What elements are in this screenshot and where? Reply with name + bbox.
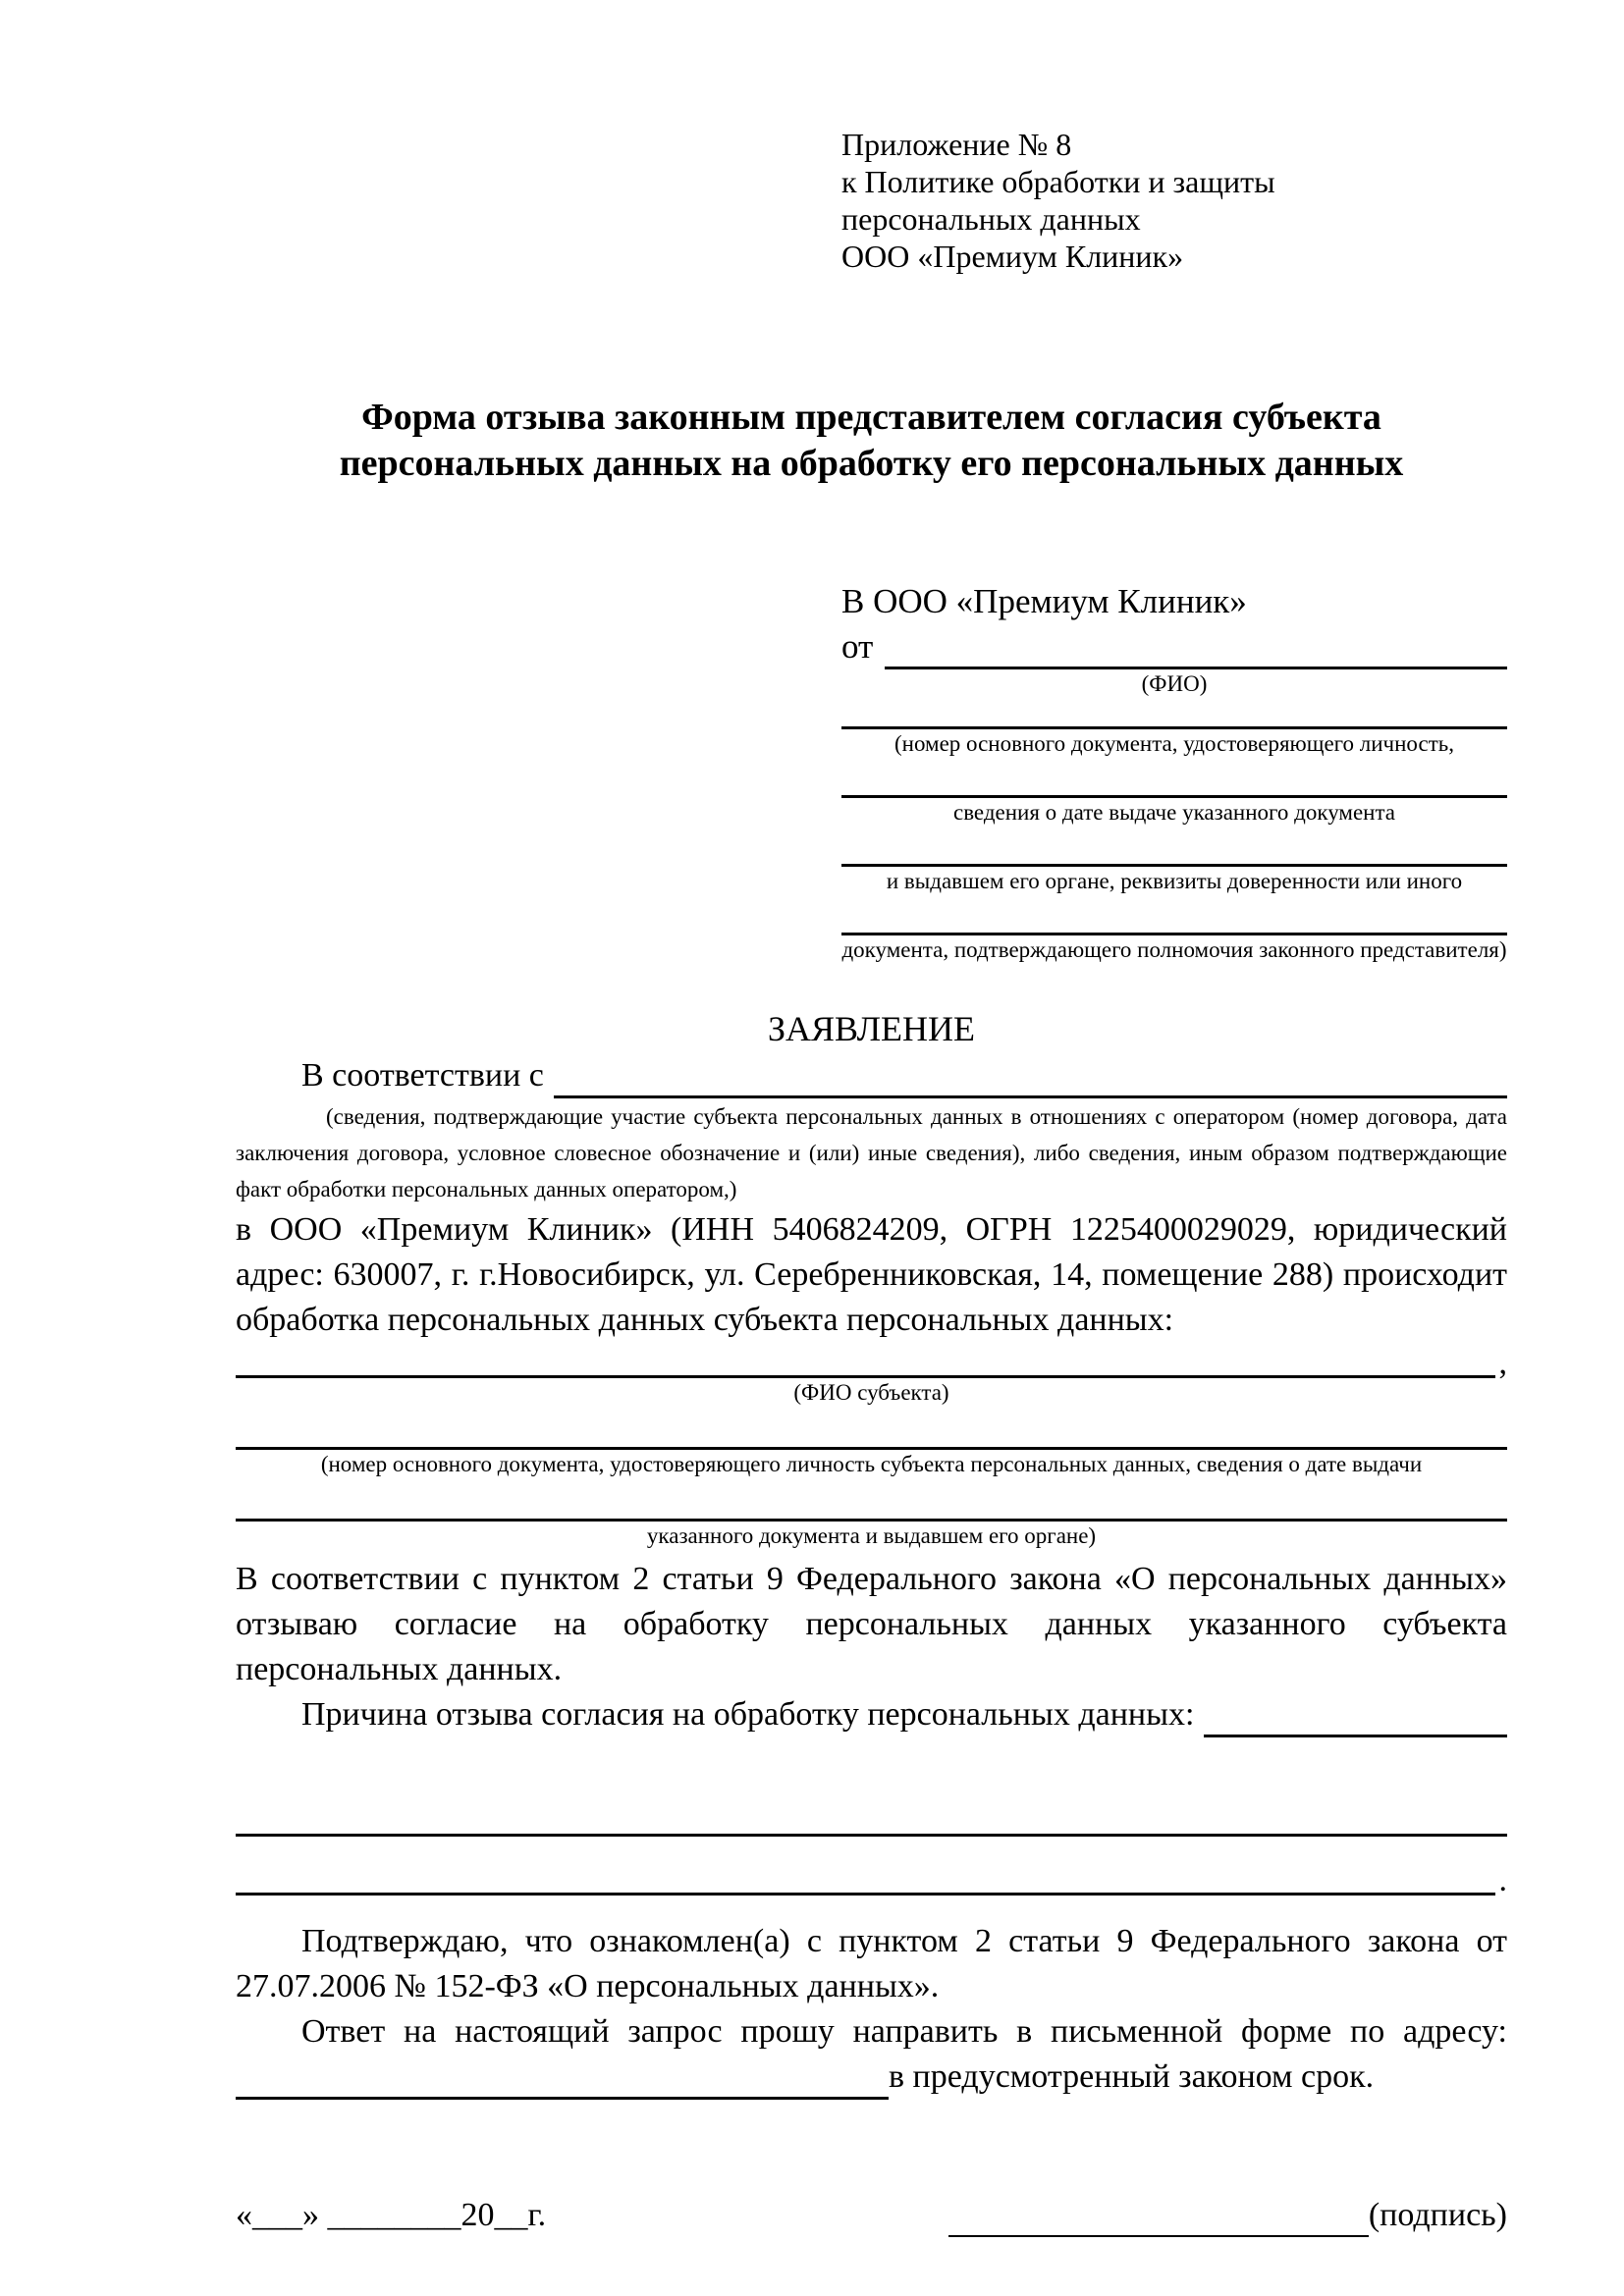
accordance-caption: (сведения, подтверждающие участие субъекта персональных данных в отношениях с оператором (номер договора, дата заключения договора, условное словесное обозначение и (или) иные сведения), либо сведения, иным образом подтверждающие факт обработки персональных данных оператором,) (236, 1104, 1507, 1201)
addressee-caption-3: и выдавшем его органе, реквизиты доверенности или иного (886, 869, 1463, 893)
appendix-line-2: к Политике обработки и защиты (841, 164, 1275, 199)
subject-doc-line-1 (236, 1421, 1507, 1450)
addressee-caption-4: документа, подтверждающего полномочия законного представителя) (841, 937, 1507, 962)
document-title-line-1: Форма отзыва законным представителем согласия субъекта (361, 397, 1381, 438)
appendix-block (841, 126, 1507, 275)
signature-line (948, 2206, 1369, 2237)
reason-extra-line-1 (236, 1808, 1507, 1837)
accordance-row (236, 1053, 1507, 1098)
accordance-prefix: В соответствии с (301, 1057, 544, 1094)
appendix-line-1: Приложение № 8 (841, 127, 1072, 162)
addressee-caption-2: сведения о дате выдаче указанного документа (952, 800, 1396, 825)
appendix-line-4: ООО «Премиум Клиник» (841, 239, 1184, 274)
document-title (236, 395, 1507, 487)
subject-doc-caption-2: указанного документа и выдавшем его органе) (646, 1523, 1097, 1548)
response-suffix: в предусмотренный законом срок. (889, 2058, 1375, 2095)
addressee-from-row (841, 624, 1507, 669)
reason-extra-line-2 (236, 1893, 1495, 1896)
ruled-line (841, 705, 1507, 729)
reason-period: . (1498, 1862, 1507, 1898)
addressee-block (841, 579, 1507, 965)
subject-fio-row (236, 1345, 1507, 1381)
addressee-caption-1: (номер основного документа, удостоверяющего личность, (893, 731, 1454, 756)
footer-date: «___» ________20__г. (236, 2197, 547, 2233)
reason-fill-line (1204, 1735, 1507, 1737)
response-address-row (236, 2055, 1507, 2100)
footer-row (236, 2194, 1507, 2237)
acknowledgement-paragraph: Подтверждаю, что ознакомлен(а) с пунктом 2 статьи 9 Федерального закона от 27.07.2006 № 152-ФЗ «О персональных данных». (236, 1923, 1507, 2004)
subject-fio-comma: , (1498, 1345, 1507, 1381)
fio-caption: (ФИО) (1141, 671, 1208, 696)
response-request-line: Ответ на настоящий запрос прошу направить в письменной форме по адресу: (301, 2013, 1507, 2050)
operator-paragraph: в ООО «Премиум Клиник» (ИНН 5406824209, ОГРН 1225400029029, юридический адрес: 630007, г. г.Новосибирск, ул. Серебренниковская, 14, помещение 288) происходит обработка персональных данных субъекта персональных данных: (236, 1211, 1507, 1338)
response-address-line (236, 2097, 889, 2100)
subject-doc-line-2 (236, 1493, 1507, 1522)
withdrawal-paragraph: В соответствии с пунктом 2 статьи 9 Федерального закона «О персональных данных» отзываю согласие на обработку персональных данных указанного субъекта персональных данных. (236, 1561, 1507, 1687)
ruled-line (841, 774, 1507, 798)
reason-extra-line-2-row (236, 1862, 1507, 1898)
subject-doc-caption-1: (номер основного документа, удостоверяющего личность субъекта персональных данных, сведения о дате выдачи (320, 1452, 1423, 1476)
signature-group (948, 2194, 1507, 2237)
from-label: от (841, 627, 874, 666)
reason-label: Причина отзыва согласия на обработку персональных данных: (301, 1696, 1195, 1733)
subject-fio-caption: (ФИО субъекта) (793, 1380, 949, 1405)
ruled-line (841, 842, 1507, 867)
document-title-line-2: персональных данных на обработку его персональных данных (339, 443, 1404, 484)
reason-row (236, 1692, 1507, 1737)
appendix-line-3: персональных данных (841, 201, 1141, 237)
signature-caption: (подпись) (1368, 2197, 1507, 2233)
addressee-organization: В ООО «Премиум Клиник» (841, 582, 1247, 620)
statement-heading: ЗАЯВЛЕНИЕ (767, 1009, 976, 1048)
ruled-line (841, 911, 1507, 935)
